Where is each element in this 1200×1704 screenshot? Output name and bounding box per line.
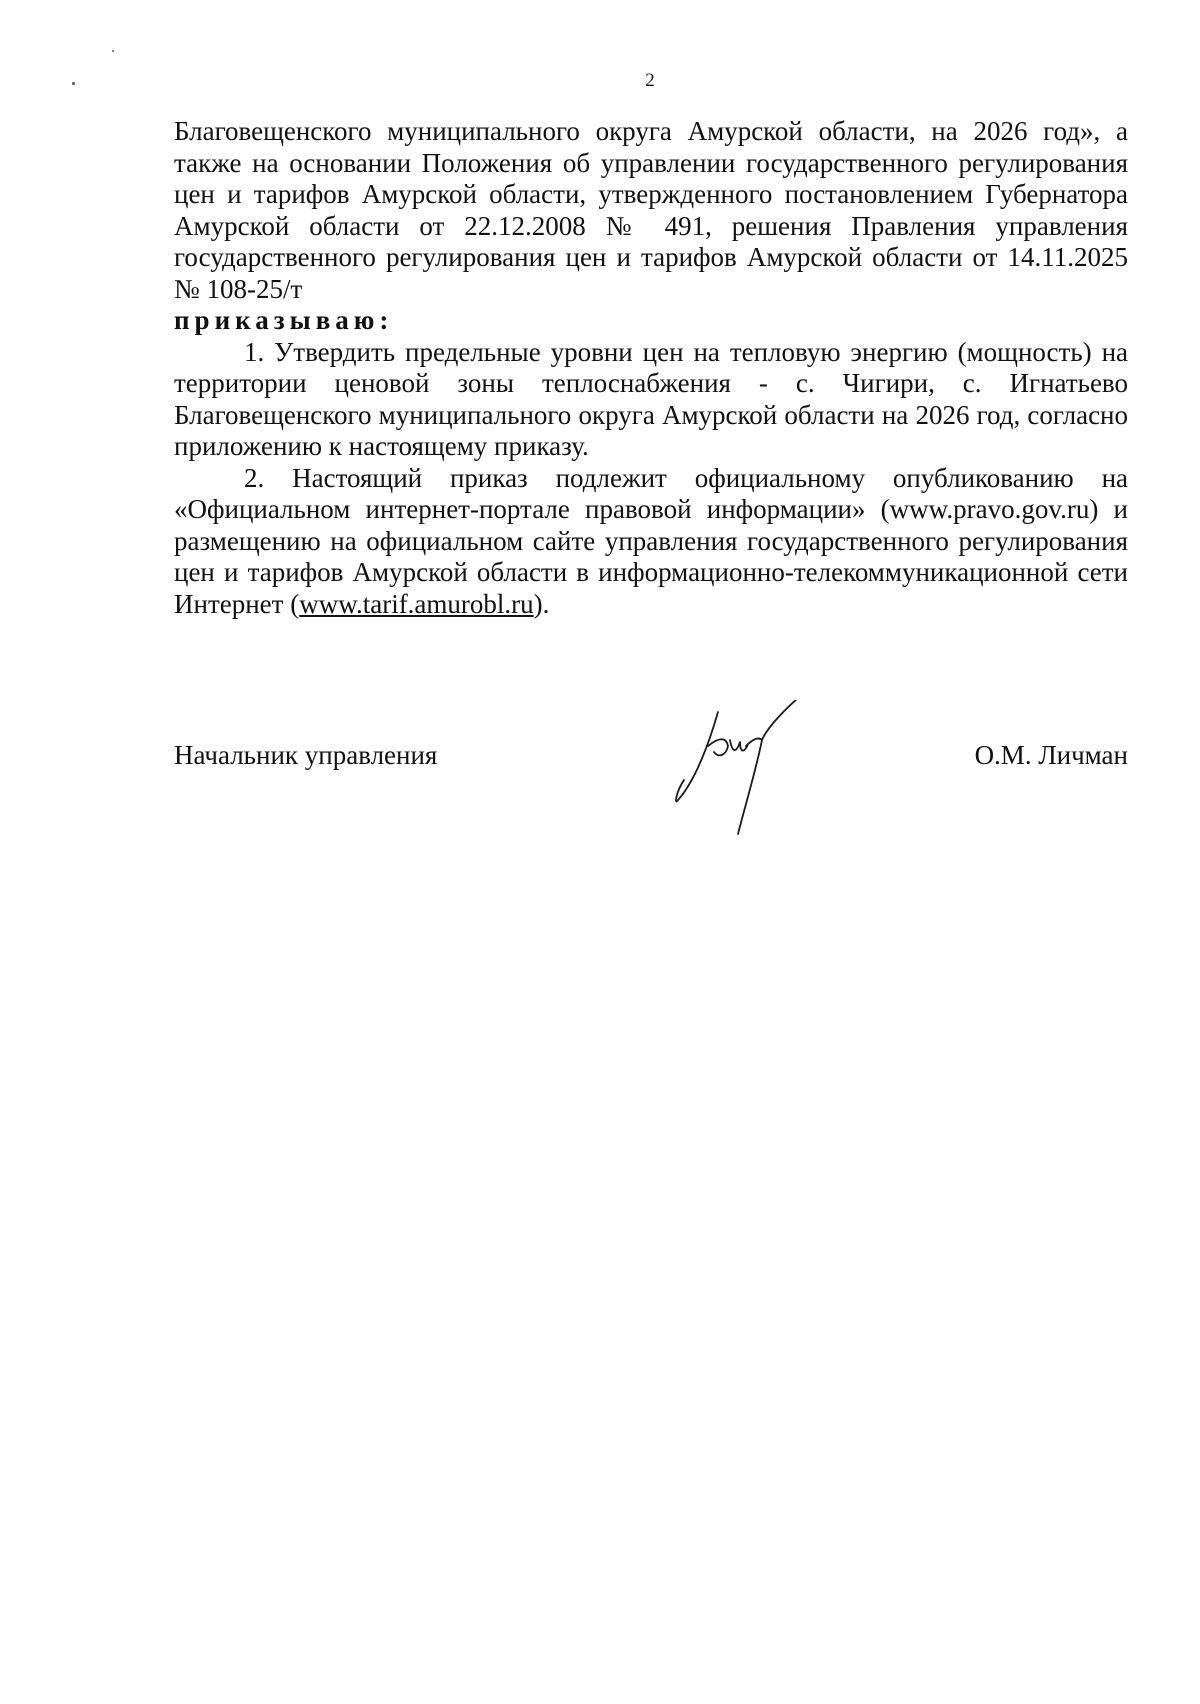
signer-name: О.М. Личман bbox=[974, 740, 1128, 770]
paragraph-basis: Благовещенского муниципального округа Амурской области, на 2026 год», а также на основании Положения об управлении государственного регулирования цен и тарифов Амурской области, утвержденного постановлением Губернатора Амурской области от 22.12.2008 № 491, решения Правления управления государственного регулирования цен и тарифов Амурской области от 14.11.2025 № 108-25/т bbox=[174, 116, 1128, 304]
tarif-site-link[interactable]: www.tarif.amurobl.ru bbox=[299, 588, 534, 619]
handwritten-signature bbox=[660, 700, 860, 840]
order-item-2-text: 2. Настоящий приказ подлежит официальному опубликованию на «Официальном интернет-портале правовой информации» (www.pravo.gov.ru) и размещению на официальном сайте управления государственного регулирования цен и тарифов Амурской области в информационно-телекоммуникационной сети Интернет ( bbox=[174, 462, 1128, 619]
page-number: 2 bbox=[645, 70, 655, 91]
order-word: приказываю: bbox=[174, 305, 394, 335]
scan-speck bbox=[112, 50, 114, 52]
order-item-2 bbox=[174, 463, 1128, 621]
order-item-2-end: ). bbox=[533, 588, 550, 619]
order-line bbox=[174, 305, 1128, 337]
document-body bbox=[174, 116, 1128, 620]
order-item-1: 1. Утвердить предельные уровни цен на тепловую энергию (мощность) на территории ценовой зоны теплоснабжения - с. Чигири, с. Игнатьево Благовещенского муниципального округа Амурской области на 2026 год, согласно приложению к настоящему приказу. bbox=[174, 336, 1128, 461]
signer-position: Начальник управления bbox=[174, 740, 438, 770]
